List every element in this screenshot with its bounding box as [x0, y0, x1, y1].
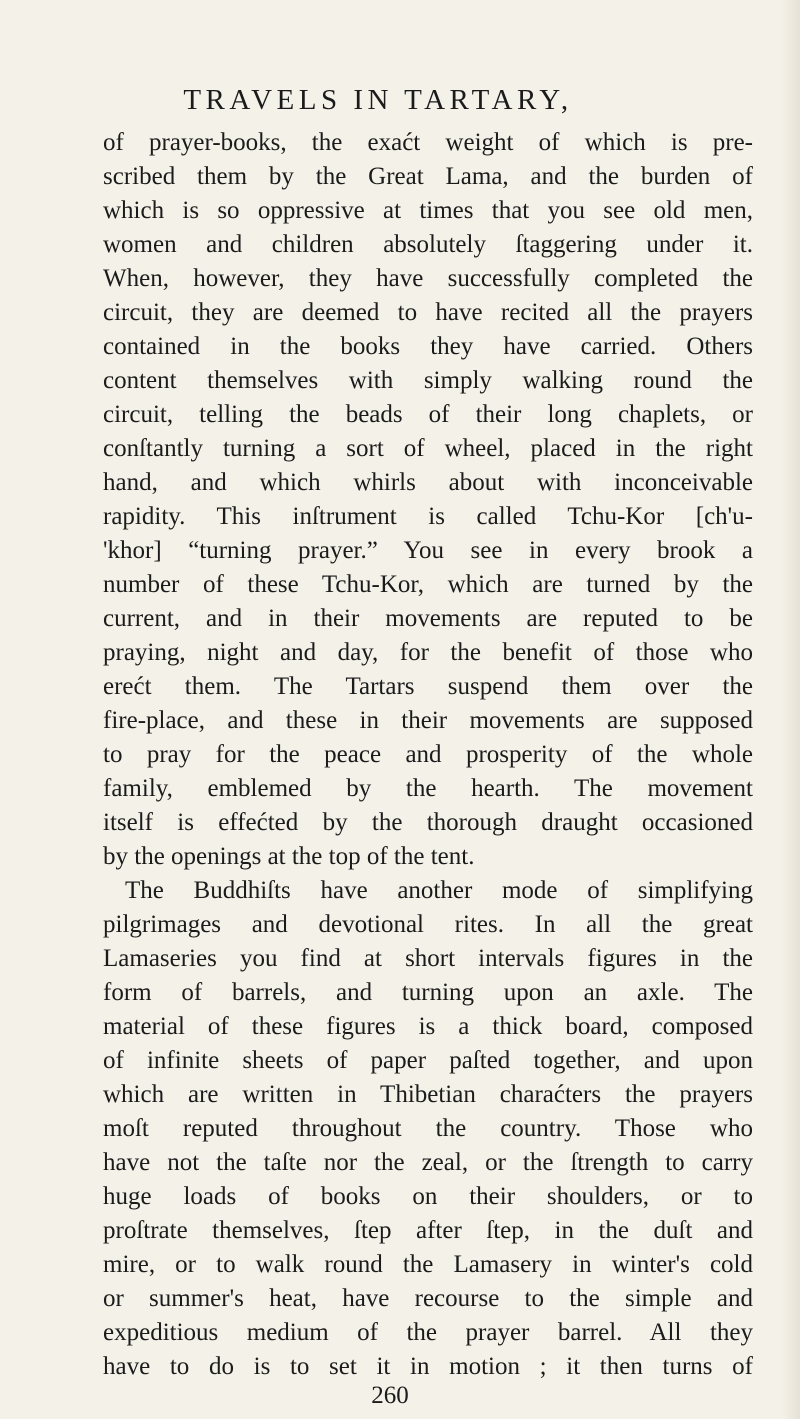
text-line: huge loads of books on their shoulders, or to: [103, 1183, 753, 1210]
text-line: of infinite sheets of paper paſted together, and upon: [103, 1047, 753, 1074]
text-line: Lamaseries you find at short intervals figures in the: [103, 945, 753, 972]
text-line: circuit, they are deemed to have recited all the prayers: [103, 299, 753, 326]
text-line: pilgrimages and devotional rites. In all the great: [103, 911, 753, 938]
text-line: praying, night and day, for the benefit of those who: [103, 639, 753, 666]
text-line: current, and in their movements are reputed to be: [103, 605, 753, 632]
text-line: hand, and which whirls about with inconceivable: [103, 469, 753, 496]
text-line: material of these figures is a thick board, composed: [103, 1013, 753, 1040]
text-line: content themselves with simply walking round the: [103, 367, 753, 394]
text-line: proſtrate themselves, ſtep after ſtep, in the duſt and: [103, 1217, 753, 1244]
text-line: 'khor] “turning prayer.” You see in every brook a: [103, 537, 753, 564]
text-line: number of these Tchu-Kor, which are turned by the: [103, 571, 753, 598]
page-number: 260: [371, 1382, 409, 1409]
body-text: [103, 126, 753, 1384]
text-line: erećt them. The Tartars suspend them over the: [103, 673, 753, 700]
text-line: expeditious medium of the prayer barrel. All they: [103, 1319, 753, 1346]
text-line: fire-place, and these in their movements are supposed: [103, 707, 753, 734]
text-line: which is so oppressive at times that you see old men,: [103, 197, 753, 224]
text-line: The Buddhiſts have another mode of simplifying: [125, 877, 753, 904]
text-line: have not the taſte nor the zeal, or the ſtrength to carry: [103, 1149, 753, 1176]
text-line: conſtantly turning a sort of wheel, placed in the right: [103, 435, 753, 462]
text-line: women and children absolutely ſtaggering under it.: [103, 231, 753, 258]
text-line: circuit, telling the beads of their long chaplets, or: [103, 401, 753, 428]
text-line: have to do is to set it in motion ; it then turns of: [103, 1353, 753, 1380]
text-line: rapidity. This inſtrument is called Tchu-Kor [ch'u-: [103, 503, 753, 530]
text-line: of prayer-books, the exaćt weight of which is pre-: [103, 129, 753, 156]
page-edge-shadow: [782, 0, 800, 1419]
text-line: moſt reputed throughout the country. Those who: [103, 1115, 753, 1142]
text-line: When, however, they have successfully completed the: [103, 265, 753, 292]
text-line: which are written in Thibetian charaćters the prayers: [103, 1081, 753, 1108]
text-line: form of barrels, and turning upon an axle. The: [103, 979, 753, 1006]
text-line: to pray for the peace and prosperity of the whole: [103, 741, 753, 768]
running-head: TRAVELS IN TARTARY,: [183, 84, 573, 116]
text-line: scribed them by the Great Lama, and the burden of: [103, 163, 753, 190]
text-line: family, emblemed by the hearth. The movement: [103, 775, 753, 802]
text-line: by the openings at the top of the tent.: [103, 843, 475, 870]
text-line: contained in the books they have carried. Others: [103, 333, 753, 360]
text-line: or summer's heat, have recourse to the simple and: [103, 1285, 753, 1312]
text-line: itself is effećted by the thorough draught occasioned: [103, 809, 753, 836]
text-line: mire, or to walk round the Lamasery in winter's cold: [103, 1251, 753, 1278]
